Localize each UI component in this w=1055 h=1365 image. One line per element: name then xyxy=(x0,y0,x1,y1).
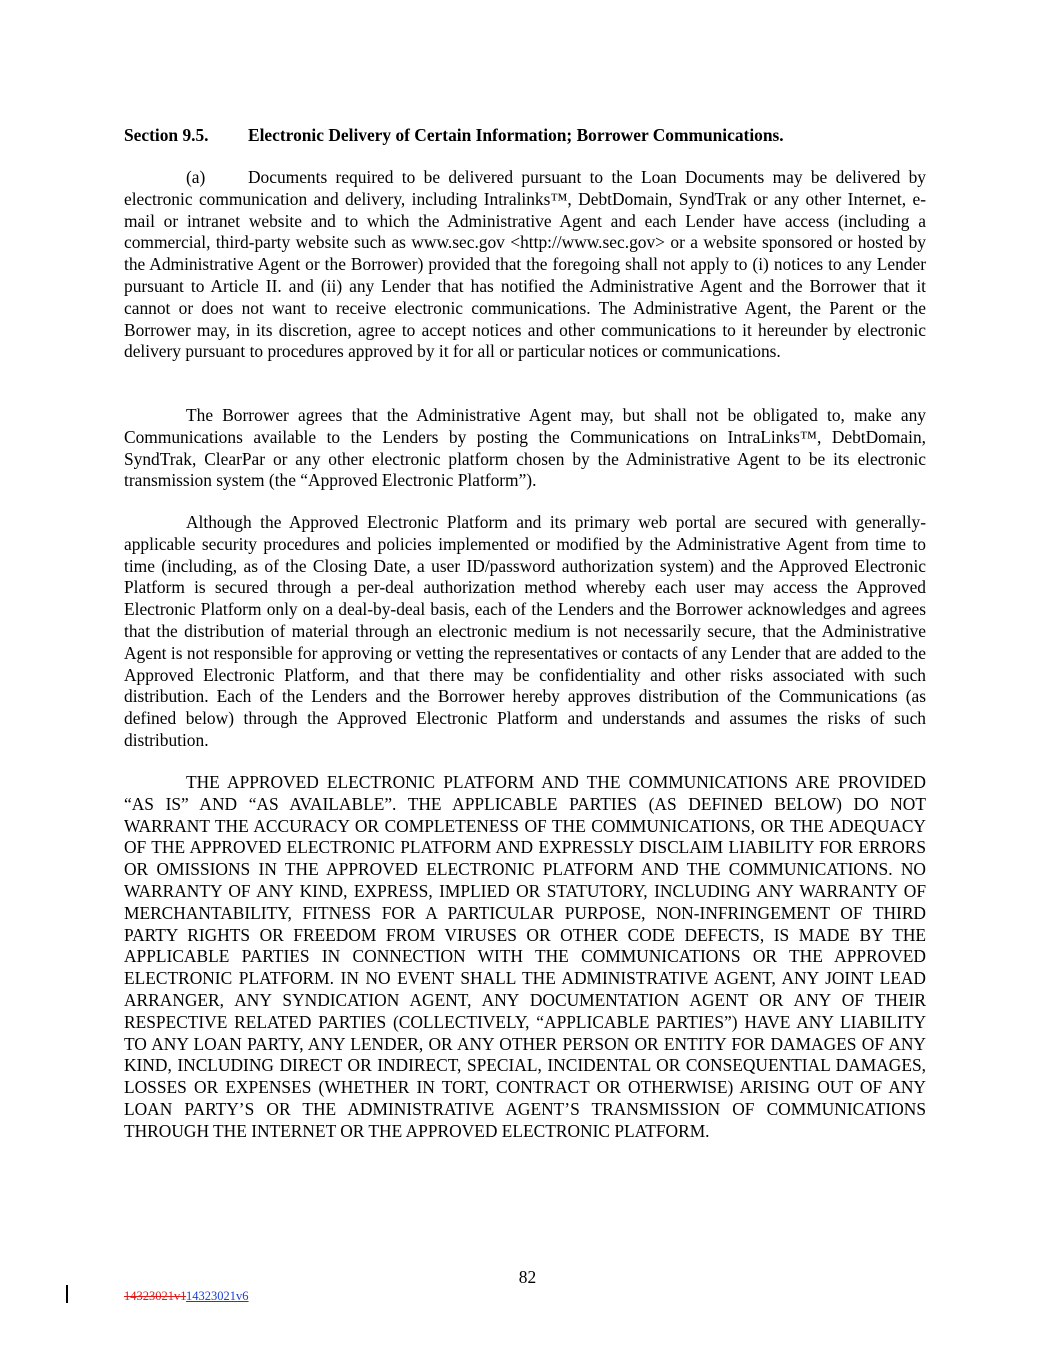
paragraph-disclaimer xyxy=(124,772,926,1143)
section-title: Electronic Delivery of Certain Information; Borrower Communications. xyxy=(248,125,784,145)
section-heading xyxy=(124,124,926,146)
document-id xyxy=(124,1288,249,1304)
change-bar xyxy=(66,1285,68,1303)
paragraph-approved-platform xyxy=(124,405,926,492)
document-id-inserted: 14323021v6 xyxy=(186,1289,249,1303)
paragraph-security xyxy=(124,512,926,752)
paragraph-a-label: (a) xyxy=(186,167,206,187)
paragraph-a xyxy=(124,167,926,363)
page-number: 82 xyxy=(518,1267,537,1287)
paragraph-security-text: Although the Approved Electronic Platform and its primary web portal are secured with generally-applicable security procedures and policies implemented or modified by the Administrative Agent from time to time (including, as of the Closing Date, a user ID/password authorization system) and the Approved Electronic Platform is secured through a per-deal authorization method whereby each user may access the Approved Electronic Platform only on a deal-by-deal basis, each of the Lenders and the Borrower acknowledges and agrees that the distribution of material through an electronic medium is not necessarily secure, that the Administrative Agent is not responsible for approving or vetting the representatives or contacts of any Lender that are added to the Approved Electronic Platform, and that there may be confidentiality and other risks associated with such distribution. Each of the Lenders and the Borrower hereby approves distribution of the Communications (as defined below) through the Approved Electronic Platform and understands and assumes the risks of such distribution. xyxy=(124,512,926,750)
paragraph-approved-platform-text: The Borrower agrees that the Administrative Agent may, but shall not be obligated to, make any Communications available to the Lenders by posting the Communications on IntraLinks™, DebtDomain, SyndTrak, ClearPar or any other electronic platform chosen by the Administrative Agent to be its electronic transmission system (the “Approved Electronic Platform”). xyxy=(124,405,926,491)
document-id-deleted: 14323021v1 xyxy=(124,1289,187,1303)
paragraph-disclaimer-text: THE APPROVED ELECTRONIC PLATFORM AND THE COMMUNICATIONS ARE PROVIDED “AS IS” AND “AS AVAILABLE”. THE APPLICABLE PARTIES (AS DEFINED BELOW) DO NOT WARRANT THE ACCURACY OR COMPLETENESS OF THE COMMUNICATIONS, OR THE ADEQUACY OF THE APPROVED ELECTRONIC PLATFORM AND EXPRESSLY DISCLAIM LIABILITY FOR ERRORS OR OMISSIONS IN THE APPROVED ELECTRONIC PLATFORM AND THE COMMUNICATIONS. NO WARRANTY OF ANY KIND, EXPRESS, IMPLIED OR STATUTORY, INCLUDING ANY WARRANTY OF MERCHANTABILITY, FITNESS FOR A PARTICULAR PURPOSE, NON-INFRINGEMENT OF THIRD PARTY RIGHTS OR FREEDOM FROM VIRUSES OR OTHER CODE DEFECTS, IS MADE BY THE APPLICABLE PARTIES IN CONNECTION WITH THE COMMUNICATIONS OR THE APPROVED ELECTRONIC PLATFORM. IN NO EVENT SHALL THE ADMINISTRATIVE AGENT, ANY JOINT LEAD ARRANGER, ANY SYNDICATION AGENT, ANY DOCUMENTATION AGENT OR ANY OF THEIR RESPECTIVE RELATED PARTIES (COLLECTIVELY, “APPLICABLE PARTIES”) HAVE ANY LIABILITY TO ANY LOAN PARTY, ANY LENDER, OR ANY OTHER PERSON OR ENTITY FOR DAMAGES OF ANY KIND, INCLUDING DIRECT OR INDIRECT, SPECIAL, INCIDENTAL OR CONSEQUENTIAL DAMAGES, LOSSES OR EXPENSES (WHETHER IN TORT, CONTRACT OR OTHERWISE) ARISING OUT OF ANY LOAN PARTY’S OR THE ADMINISTRATIVE AGENT’S TRANSMISSION OF COMMUNICATIONS THROUGH THE INTERNET OR THE APPROVED ELECTRONIC PLATFORM. xyxy=(124,772,926,1141)
section-number: Section 9.5. xyxy=(124,125,209,145)
paragraph-a-text: Documents required to be delivered pursuant to the Loan Documents may be delivered by electronic communication and delivery, including Intralinks™, DebtDomain, SyndTrak or any other Internet, e-mail or intranet website and to which the Administrative Agent and each Lender have access (including a commercial, third-party website such as www.sec.gov <http://www.sec.gov> or a website sponsored or hosted by the Administrative Agent or the Borrower) provided that the foregoing shall not apply to (i) notices to any Lender pursuant to Article II. and (ii) any Lender that has notified the Administrative Agent and the Borrower that it cannot or does not want to receive electronic communications. The Administrative Agent, the Parent or the Borrower may, in its discretion, agree to accept notices and other communications to it hereunder by electronic delivery pursuant to procedures approved by it for all or particular notices or communications. xyxy=(124,167,926,362)
